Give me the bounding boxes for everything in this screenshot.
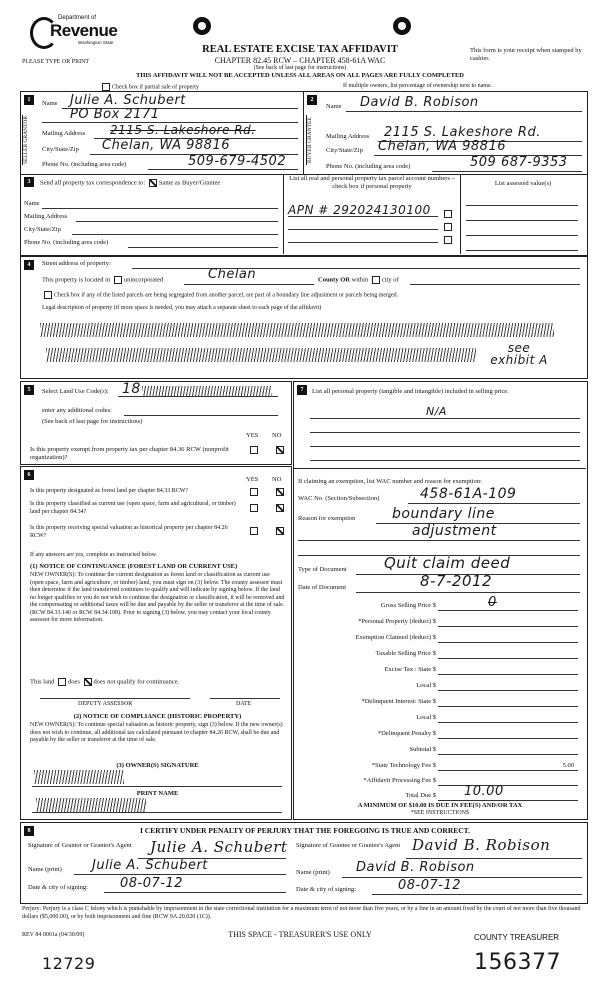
buyer-city-label: City/State/Zip bbox=[326, 147, 363, 154]
continuance-text: NEW OWNER(S): To continue the current designation as forest land or classification as current use (open space, farm and agriculture, or timber) land, you must sign on (3) below. The county assessor must then determine if the land transferred continues to qualify and will indicate by signing below. If the land no longer qualifies or you do not wish to continue the designation or classification, it will be removed and the compensating or additional taxes will be due and payable by the seller or transferor at the time of sale. (RCW 84.33.140 or RCW 84.34.108). Prior to signing (3) below, you may contact your local county assessor for more information. bbox=[30, 572, 285, 623]
apn-value[interactable]: APN # 292024130100 bbox=[288, 203, 431, 217]
exempt-no-checkbox[interactable] bbox=[276, 446, 284, 454]
same-as-buyer-checkbox[interactable] bbox=[149, 179, 157, 187]
buyer-address-value[interactable]: 2115 S. Lakeshore Rd. bbox=[384, 125, 541, 140]
forest-question: Is this property designated as forest land per chapter 84.33 RCW? bbox=[30, 488, 189, 494]
fee-label-processing: *Affidavit Processing Fee $ bbox=[363, 777, 436, 784]
buyer-phone-value[interactable]: 509 687-9353 bbox=[470, 155, 568, 170]
grantee-name-value[interactable]: David B. Robison bbox=[356, 860, 475, 875]
deputy-date: DATE bbox=[236, 701, 252, 707]
section-divider-1-2 bbox=[303, 91, 304, 174]
segregated-checkbox[interactable] bbox=[44, 291, 52, 299]
see-back-header: (See back of last page for instructions) bbox=[253, 65, 347, 71]
personal-property-value[interactable]: N/A bbox=[426, 405, 447, 418]
buyer-city-value[interactable]: Chelan, WA 98816 bbox=[378, 139, 506, 154]
legal-desc-scratched-1 bbox=[40, 323, 554, 337]
land-use-scratched bbox=[142, 386, 272, 396]
s3-address-label: Mailing Address bbox=[24, 213, 68, 220]
buyer-address-label: Mailing Address bbox=[326, 133, 370, 140]
compliance-text: NEW OWNER(S): To continue special valuation as historic property, sign (3) below. If the new owner(s) does not wish to continue, all additional tax calculated pursuant to chapter 84.26 RCW, shall be due and payable by the seller or transferor at the time of sale. bbox=[30, 722, 283, 743]
personal-property-label: List all personal property (tangible and intangible) included in selling price. bbox=[312, 388, 509, 395]
logo-dept-line: Department of bbox=[58, 15, 97, 21]
fee-label-technology: *State Technology Fee $ bbox=[371, 762, 436, 769]
land-use-label: Select Land Use Code(s): bbox=[42, 388, 109, 395]
does-not-checkbox[interactable] bbox=[84, 678, 92, 686]
doc-type-label: Type of Document bbox=[298, 566, 347, 573]
logo-state: Washington State bbox=[78, 40, 114, 45]
legal-desc-scratched-2 bbox=[46, 348, 476, 362]
correspondence-label: Send all property tax correspondence to: Same as Buyer/Grantee bbox=[40, 179, 221, 187]
buyer-side-label: BUYER GRANTEE bbox=[306, 115, 321, 165]
section-8-number: 8 bbox=[24, 826, 34, 836]
seller-phone-value[interactable]: 509-679-4502 bbox=[188, 154, 287, 169]
current-use-question: Is this property classified as current use (open space, farm and agricultural, or timber) land per chapter 84.34? bbox=[30, 501, 236, 515]
partial-sale: Check box if partial sale of property bbox=[100, 83, 199, 92]
exempt-question: Is this property exempt from property tax per chapter 84.36 RCW (nonprofit organization)? bbox=[30, 446, 229, 461]
print-name-scratched bbox=[36, 798, 146, 812]
parcel-3-checkbox[interactable] bbox=[444, 236, 452, 244]
handwritten-number-right: 156377 bbox=[474, 950, 561, 975]
s3-phone-label: Phone No. (including area code) bbox=[24, 239, 109, 246]
current-use-yes-checkbox[interactable] bbox=[250, 504, 258, 512]
grantee-signature-label: Signature of Grantee or Grantee's Agent bbox=[296, 842, 401, 849]
punch-hole-left bbox=[193, 17, 211, 35]
historic-no-checkbox[interactable] bbox=[276, 527, 284, 535]
grantor-name-value[interactable]: Julie A. Schubert bbox=[92, 858, 208, 873]
does-checkbox[interactable] bbox=[58, 678, 66, 686]
historic-question: Is this property receiving special valuation as historical property per chapter 84.26 RCW? bbox=[30, 525, 228, 539]
dor-logo bbox=[30, 13, 125, 53]
see-instructions: *SEE INSTRUCTIONS bbox=[410, 810, 470, 816]
logo-revenue: Revenue bbox=[50, 21, 118, 40]
county-treasurer: COUNTY TREASURER bbox=[474, 933, 560, 942]
deputy-assessor: DEPUTY ASSESSOR bbox=[78, 701, 133, 707]
seller-side-label: SELLER GRANTOR bbox=[22, 115, 37, 165]
grantee-signature[interactable]: David B. Robison bbox=[412, 836, 551, 854]
fee-label-taxable: Taxable Selling Price $ bbox=[375, 650, 436, 657]
county-or-row: County OR within city of bbox=[318, 276, 399, 284]
seller-name-value[interactable]: Julie A. Schubert bbox=[70, 93, 186, 108]
s5-yes: YES bbox=[246, 432, 259, 439]
section-6-number: 6 bbox=[24, 470, 34, 480]
reason-label: Reason for exemption bbox=[298, 515, 356, 522]
fee-label-excise-local: Local $ bbox=[416, 682, 436, 689]
grantee-date-label: Date & city of signing: bbox=[296, 886, 356, 893]
section-4-number: 4 bbox=[24, 260, 34, 270]
certify-statement: I CERTIFY UNDER PENALTY OF PERJURY THAT THE FOREGOING IS TRUE AND CORRECT. bbox=[139, 826, 470, 835]
grantor-date-value[interactable]: 08-07-12 bbox=[120, 876, 184, 891]
this-land-row: This land does does not qualify for continuance. bbox=[30, 678, 180, 686]
segregated-row: Check box if any of the listed parcels are being segregated from another parcel, are part of a boundary line adjustment or parcels being merged. bbox=[42, 291, 582, 300]
grantor-signature[interactable]: Julie A. Schubert bbox=[150, 838, 288, 856]
historic-yes-checkbox[interactable] bbox=[250, 527, 258, 535]
s6-no: NO bbox=[272, 476, 282, 483]
doc-type-value[interactable]: Quit claim deed bbox=[384, 554, 511, 572]
parcel-header: List all real and personal property tax parcel account numbers – check box if personal property bbox=[289, 175, 455, 190]
located-in-row: This property is located in unincorporated bbox=[42, 276, 164, 284]
perjury-note: Perjury: Perjury is a class C felony which is punishable by imprisonment in the state correctional institution for a maximum term of not more than five years, or by a fine in an amount fixed by the court of not more than five thousand dollars ($5,000.00), or by both imprisonment and fine (RCW 9A.20.020 (1C)). bbox=[22, 906, 581, 920]
s3-name-label: Name bbox=[24, 200, 40, 207]
fee-label-interest-local: Local $ bbox=[416, 714, 436, 721]
grantor-signature-label: Signature of Grantor or Grantor's Agent bbox=[28, 842, 132, 849]
fee-label-exemption: Exemption Claimed (deduct) $ bbox=[355, 634, 436, 641]
s3-city-label: City/State/Zip bbox=[24, 226, 61, 233]
compliance-title: (2) NOTICE OF COMPLIANCE (HISTORIC PROPERTY) bbox=[73, 713, 242, 720]
assessed-header: List assessed value(s) bbox=[494, 180, 552, 187]
fee-value-technology: 5.00 bbox=[562, 762, 574, 769]
parcel-2-checkbox[interactable] bbox=[444, 223, 452, 231]
wac-value[interactable]: 458-61A-109 bbox=[420, 486, 517, 502]
fee-label-total: Total Due $ bbox=[405, 792, 436, 799]
fee-label-personal-property: *Personal Property (deduct) $ bbox=[358, 618, 436, 625]
reason-value-2[interactable]: adjustment bbox=[412, 523, 497, 539]
street-address-label: Street address of property: bbox=[42, 260, 111, 267]
punch-hole-right bbox=[393, 17, 411, 35]
owner-signature-label: (3) OWNER(S) SIGNATURE bbox=[116, 762, 199, 769]
seller-name-line2[interactable]: PO Box 2171 bbox=[70, 107, 160, 122]
county-value[interactable]: Chelan bbox=[208, 267, 257, 282]
fee-label-interest-state: *Delinquent Interest: State $ bbox=[361, 698, 436, 705]
continuance-title: (1) NOTICE OF CONTINUANCE (FOREST LAND OR CURRENT USE) bbox=[30, 563, 238, 570]
doc-date-label: Date of Document bbox=[298, 584, 347, 591]
partial-sale-checkbox[interactable] bbox=[102, 83, 110, 91]
seller-name-label: Name bbox=[42, 100, 58, 107]
wac-label: WAC No. (Section/Subsection) bbox=[298, 495, 380, 502]
type-or-print: PLEASE TYPE OR PRINT bbox=[22, 59, 90, 65]
unincorporated-checkbox[interactable] bbox=[114, 276, 122, 284]
receipt-note: This form is your receipt when stamped by cashier. bbox=[470, 47, 582, 62]
fee-value-total[interactable]: 10.00 bbox=[464, 784, 504, 799]
reason-value-1[interactable]: boundary line bbox=[392, 506, 495, 522]
doc-date-value[interactable]: 8-7-2012 bbox=[420, 572, 493, 590]
owner-signature-scratched bbox=[34, 770, 124, 784]
legal-desc-label: Legal description of property (if more space is needed, you may attach a separate sheet to each page of the affidavit) bbox=[42, 305, 322, 311]
seller-address-label: Mailing Address bbox=[42, 130, 86, 137]
city-checkbox[interactable] bbox=[372, 276, 380, 284]
seller-address-value[interactable]: 2115 S. Lakeshore Rd. bbox=[110, 123, 256, 137]
grantor-date-label: Date & city of signing: bbox=[28, 884, 88, 891]
forest-no-checkbox[interactable] bbox=[276, 488, 284, 496]
section-7-number: 7 bbox=[297, 385, 307, 395]
grantor-name-label: Name (print) bbox=[28, 866, 62, 873]
seller-city-label: City/State/Zip bbox=[42, 146, 79, 153]
land-use-value[interactable]: 18 bbox=[122, 381, 141, 397]
treasurer-space: THIS SPACE - TREASURER'S USE ONLY bbox=[228, 930, 372, 939]
parcel-1-checkbox[interactable] bbox=[444, 210, 452, 218]
fee-value-gross[interactable]: 0 bbox=[488, 595, 497, 610]
seller-city-value[interactable]: Chelan, WA 98816 bbox=[102, 138, 230, 153]
section-3-number: 3 bbox=[24, 177, 34, 187]
grantee-date-value[interactable]: 08-07-12 bbox=[398, 878, 462, 893]
s5-see-back: (See back of last page for instructions) bbox=[42, 418, 143, 425]
exemption-intro: If claiming an exemption, list WAC number and reason for exemption: bbox=[298, 478, 482, 485]
forest-yes-checkbox[interactable] bbox=[250, 488, 258, 496]
current-use-no-checkbox[interactable] bbox=[276, 504, 284, 512]
see-exhibit[interactable]: see exhibit A bbox=[490, 341, 548, 367]
fee-label-subtotal: Subtotal $ bbox=[409, 746, 436, 753]
exempt-yes-checkbox[interactable] bbox=[250, 446, 258, 454]
seller-phone-label: Phone No. (including area code) bbox=[42, 161, 127, 168]
s6-yes: YES bbox=[246, 476, 259, 483]
handwritten-number-left: 12729 bbox=[42, 954, 96, 973]
buyer-phone-label: Phone No. (including area code) bbox=[326, 163, 411, 170]
buyer-name-value[interactable]: David B. Robison bbox=[360, 95, 479, 110]
form-title: REAL ESTATE EXCISE TAX AFFIDAVIT bbox=[202, 44, 398, 55]
grantee-name-label: Name (print) bbox=[296, 869, 330, 876]
section-1-number: 1 bbox=[24, 95, 34, 105]
if-yes-note: If any answers are yes, complete as instructed below. bbox=[30, 552, 158, 558]
section-2-number: 2 bbox=[307, 95, 317, 105]
additional-codes-label: enter any additional codes: bbox=[42, 407, 112, 414]
buyer-name-label: Name bbox=[326, 103, 342, 110]
s5-no: NO bbox=[272, 432, 282, 439]
print-name-label: PRINT NAME bbox=[136, 790, 179, 797]
minimum-fee-note: A MINIMUM OF $10.00 IS DUE IN FEE(S) AND/OR TAX bbox=[357, 802, 523, 809]
warning-line: THIS AFFIDAVIT WILL NOT BE ACCEPTED UNLESS ALL AREAS ON ALL PAGES ARE FULLY COMPLETED bbox=[136, 72, 464, 79]
fee-label-penalty: *Delinquent Penalty $ bbox=[377, 730, 436, 737]
fee-label-gross: Gross Selling Price $ bbox=[380, 602, 436, 609]
multiple-owners: If multiple owners, list percentage of ownership next to name. bbox=[343, 83, 493, 89]
rev-number: REV 84 0001a (04/30/09) bbox=[22, 932, 85, 938]
section-5-number: 5 bbox=[24, 385, 34, 395]
form-chapter: CHAPTER 82.45 RCW – CHAPTER 458-61A WAC bbox=[214, 56, 386, 65]
fee-label-excise-state: Excise Tax : State $ bbox=[384, 666, 436, 673]
